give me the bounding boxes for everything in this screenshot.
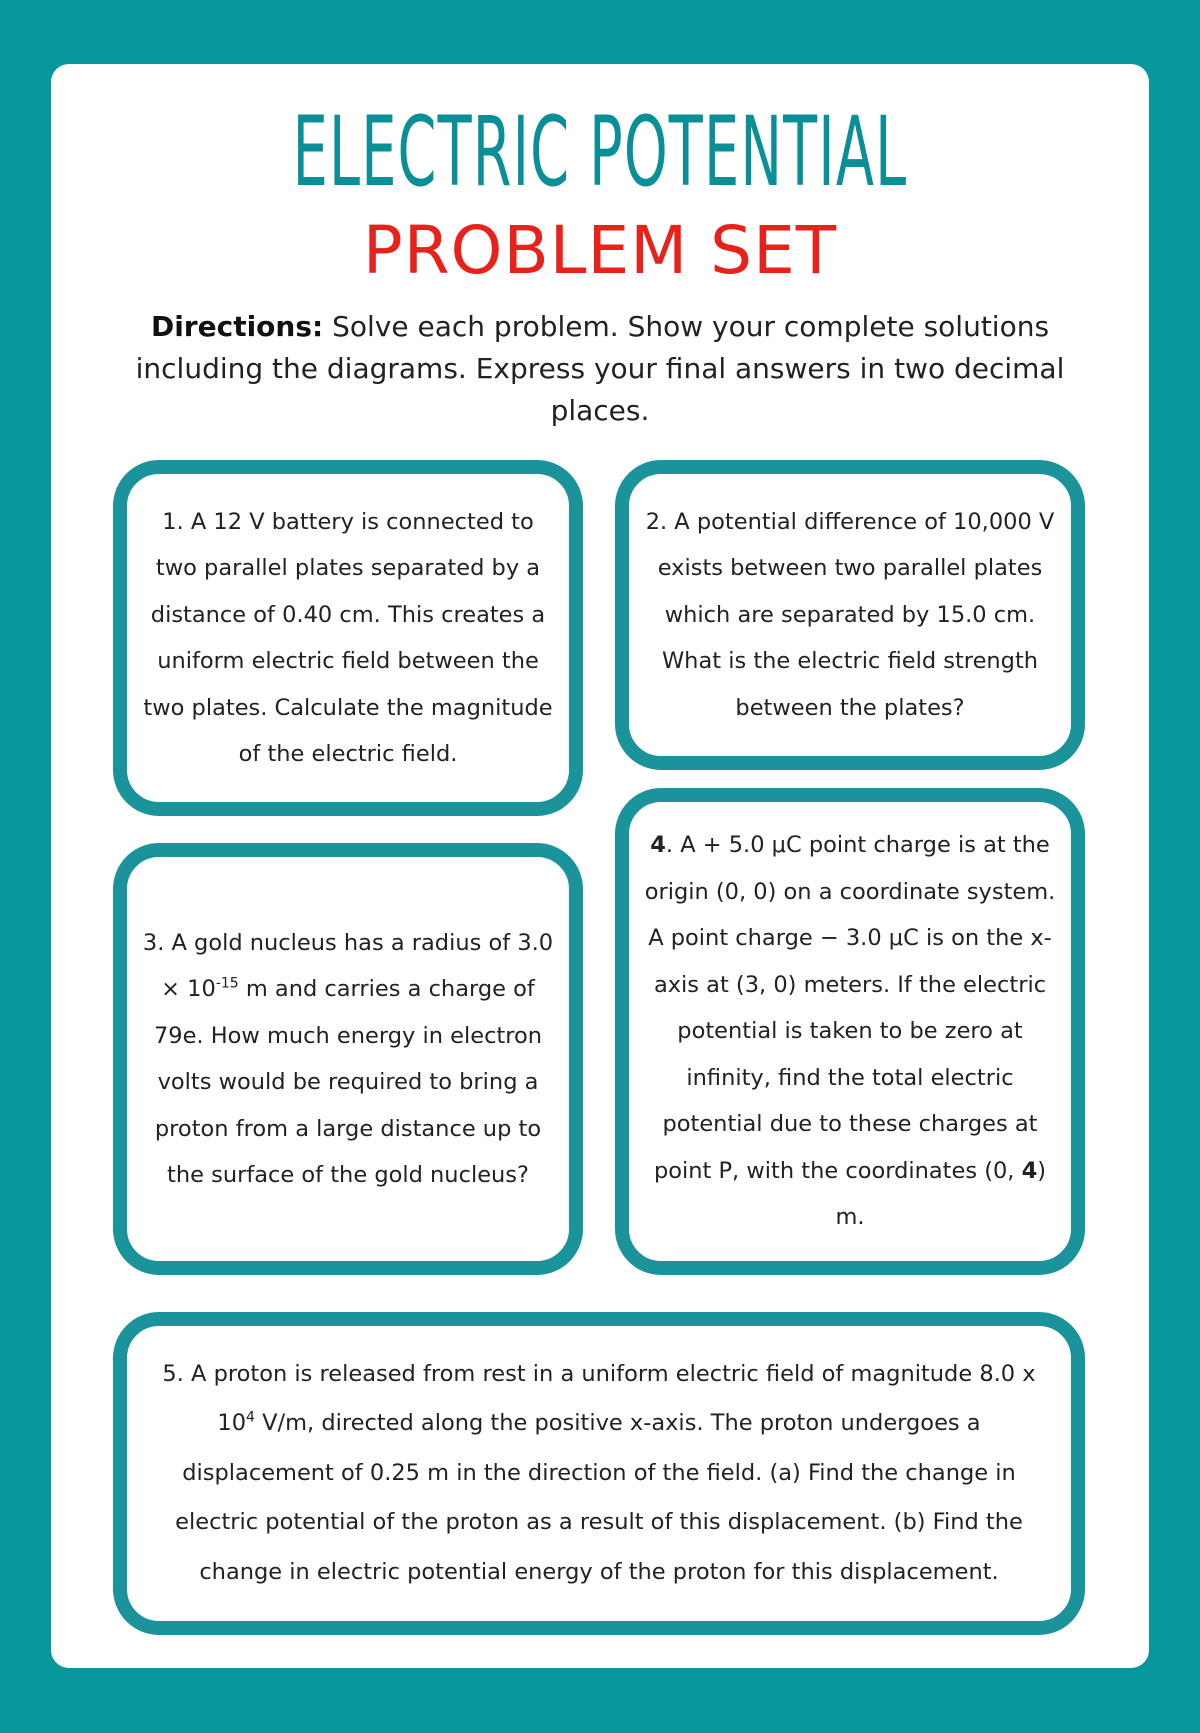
- problem-3-text-start: 3. A gold nucleus has a radius of 3.0 × 10: [142, 929, 554, 1002]
- problem-text-5: [157, 1350, 1041, 1598]
- problem-text-1: 1. A 12 V battery is connected to two parallel plates separated by a distance of 0.40 cm. This creates a uniform electric field between the two plates. Calculate the magnitude of the electric field.: [143, 508, 553, 767]
- problem-3-text-end: m and carries a charge of 79e. How much energy in electron volts would be required to bring a proton from a large distance up to the surface of the gold nucleus?: [153, 976, 543, 1188]
- problem-box-3: [113, 843, 583, 1275]
- problem-text-3: [141, 920, 555, 1199]
- problem-5-exponent: 4: [246, 1409, 255, 1426]
- problem-4-bold-value: 4: [1021, 1157, 1038, 1184]
- problem-4-number: 4: [650, 832, 666, 859]
- problem-text-4: [643, 822, 1057, 1241]
- problem-box-5: [113, 1312, 1085, 1635]
- problem-box-4: [615, 788, 1085, 1275]
- page-title: ELECTRIC POTENTIAL: [292, 96, 908, 208]
- page-subtitle: PROBLEM SET: [362, 212, 838, 289]
- problem-5-text-start: 5. A proton is released from rest in a uniform electric field of magnitude 8.0 x 10: [162, 1360, 1036, 1437]
- problem-4-text-start: . A + 5.0 μC point charge is at the origin (0, 0) on a coordinate system. A point charge − 3.0 μC is on the x-axis at (3, 0) meters. If the electric potential is taken to be zero at infinity, find the total electric potential due to these charges at point P, with the coordinates (0,: [644, 832, 1056, 1184]
- problem-text-2: 2. A potential difference of 10,000 V exists between two parallel plates which are separated by 15.0 cm. What is the electric field strength between the plates?: [645, 508, 1055, 721]
- directions: [120, 306, 1080, 432]
- problem-box-1: [113, 460, 583, 816]
- directions-text: Solve each problem. Show your complete solutions including the diagrams. Express your final answers in two decimal places.: [135, 310, 1065, 427]
- problem-5-text-end: V/m, directed along the positive x-axis. The proton undergoes a displacement of 0.25 m in the direction of the field. (a) Find the change in electric potential of the proton as a result of this displacement. (b) Find the change in electric potential energy of the proton for this displacement.: [175, 1410, 1023, 1585]
- directions-label: Directions:: [150, 310, 324, 343]
- problem-4-text-end: ) m.: [835, 1157, 1047, 1231]
- problem-3-exponent: -15: [215, 975, 239, 992]
- problem-box-2: [615, 460, 1085, 770]
